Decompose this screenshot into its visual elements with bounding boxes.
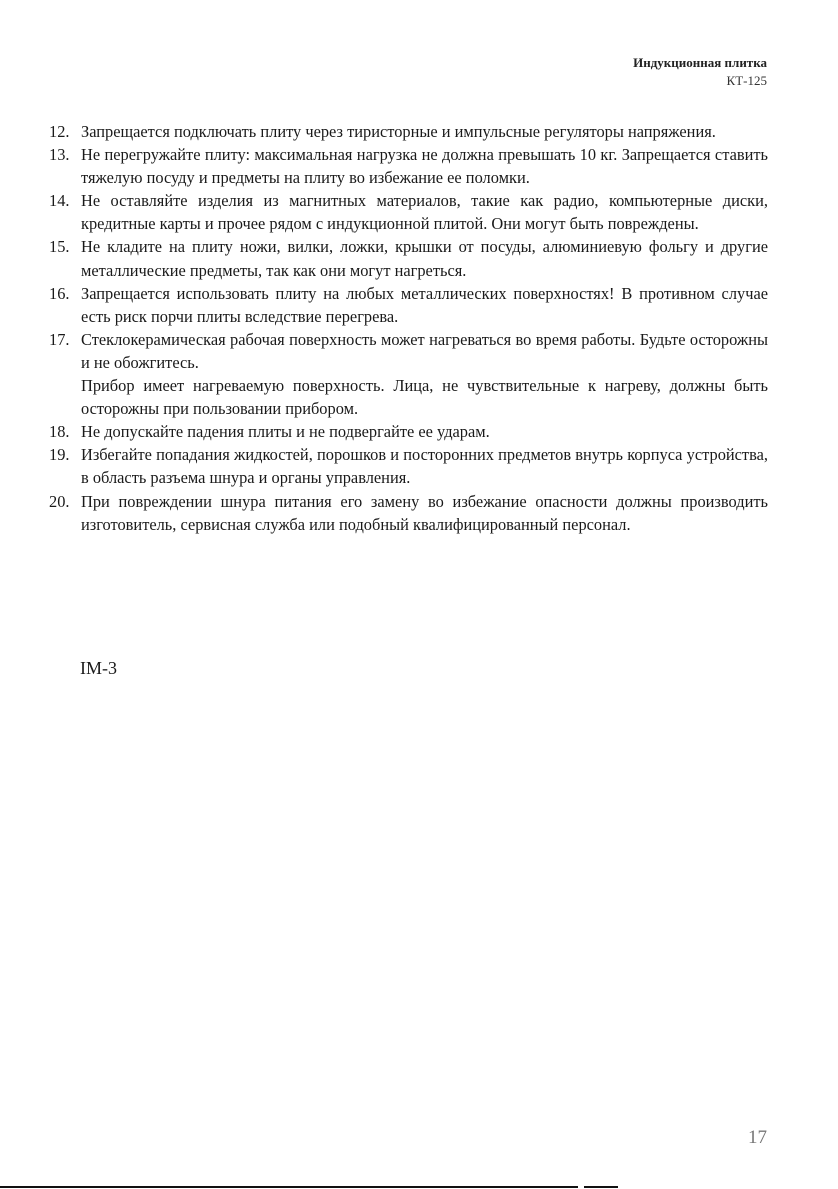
list-item: [49, 443, 768, 489]
item-text: Запрещается использовать плиту на любых металлических поверхностях! В противном случае есть риск порчи плиты вследствие перегрева.: [81, 283, 768, 326]
page-number: 17: [748, 1127, 767, 1148]
document-code: IM-3: [80, 658, 117, 678]
list-item: [49, 235, 768, 281]
item-text: Избегайте попадания жидкостей, порошков и посторонних предметов внутрь корпуса устройства, в область разъема шнура и органы управления.: [81, 445, 768, 488]
safety-instructions-list: [49, 120, 768, 536]
item-number: 18.: [49, 422, 70, 442]
footer-rule: [0, 1186, 578, 1188]
item-text: Стеклокерамическая рабочая поверхность может нагреваться во время работы. Будьте осторожны и не обожгитесь.: [81, 329, 768, 372]
page-header: [633, 54, 767, 90]
item-number: 19.: [49, 445, 70, 465]
item-number: 14.: [49, 191, 70, 211]
item-number: 13.: [49, 145, 70, 165]
list-item: [49, 143, 768, 189]
list-item: [49, 420, 768, 443]
header-product-name: Индукционная плитка: [633, 55, 767, 70]
list-item: [49, 490, 768, 536]
item-text: Не кладите на плиту ножи, вилки, ложки, крышки от посуды, алюминиевую фольгу и другие металлические предметы, так как они могут нагреться.: [81, 237, 768, 280]
item-number: 17.: [49, 329, 70, 349]
item-number: 16.: [49, 283, 70, 303]
item-number: 20.: [49, 491, 70, 511]
footer-rule-short: [584, 1186, 618, 1188]
item-text: Не оставляйте изделия из магнитных материалов, такие как радио, компьютерные диски, кредитные карты и прочее рядом с индукционной плитой. Они могут быть повреждены.: [81, 191, 768, 234]
list-item: [49, 189, 768, 235]
item-text: Не перегружайте плиту: максимальная нагрузка не должна превышать 10 кг. Запрещается ставить тяжелую посуду и предметы на плиту во избежание ее поломки.: [81, 145, 768, 188]
header-model-number: КТ-125: [726, 73, 767, 88]
list-item: [49, 282, 768, 328]
item-text: При повреждении шнура питания его замену во избежание опасности должны производить изготовитель, сервисная служба или подобный квалифицированный персонал.: [81, 491, 768, 534]
item-number: 12.: [49, 122, 70, 141]
item-text: Запрещается подключать плиту через тиристорные и импульсные регуляторы напряжения.: [81, 122, 716, 141]
list-item: [49, 120, 768, 143]
item-number: 15.: [49, 237, 70, 257]
item-text: Не допускайте падения плиты и не подвергайте ее ударам.: [81, 422, 490, 442]
list-item: [49, 328, 768, 420]
item-note: Прибор имеет нагреваемую поверхность. Лица, не чувствительные к нагреву, должны быть осторожны при пользовании прибором.: [81, 376, 768, 419]
